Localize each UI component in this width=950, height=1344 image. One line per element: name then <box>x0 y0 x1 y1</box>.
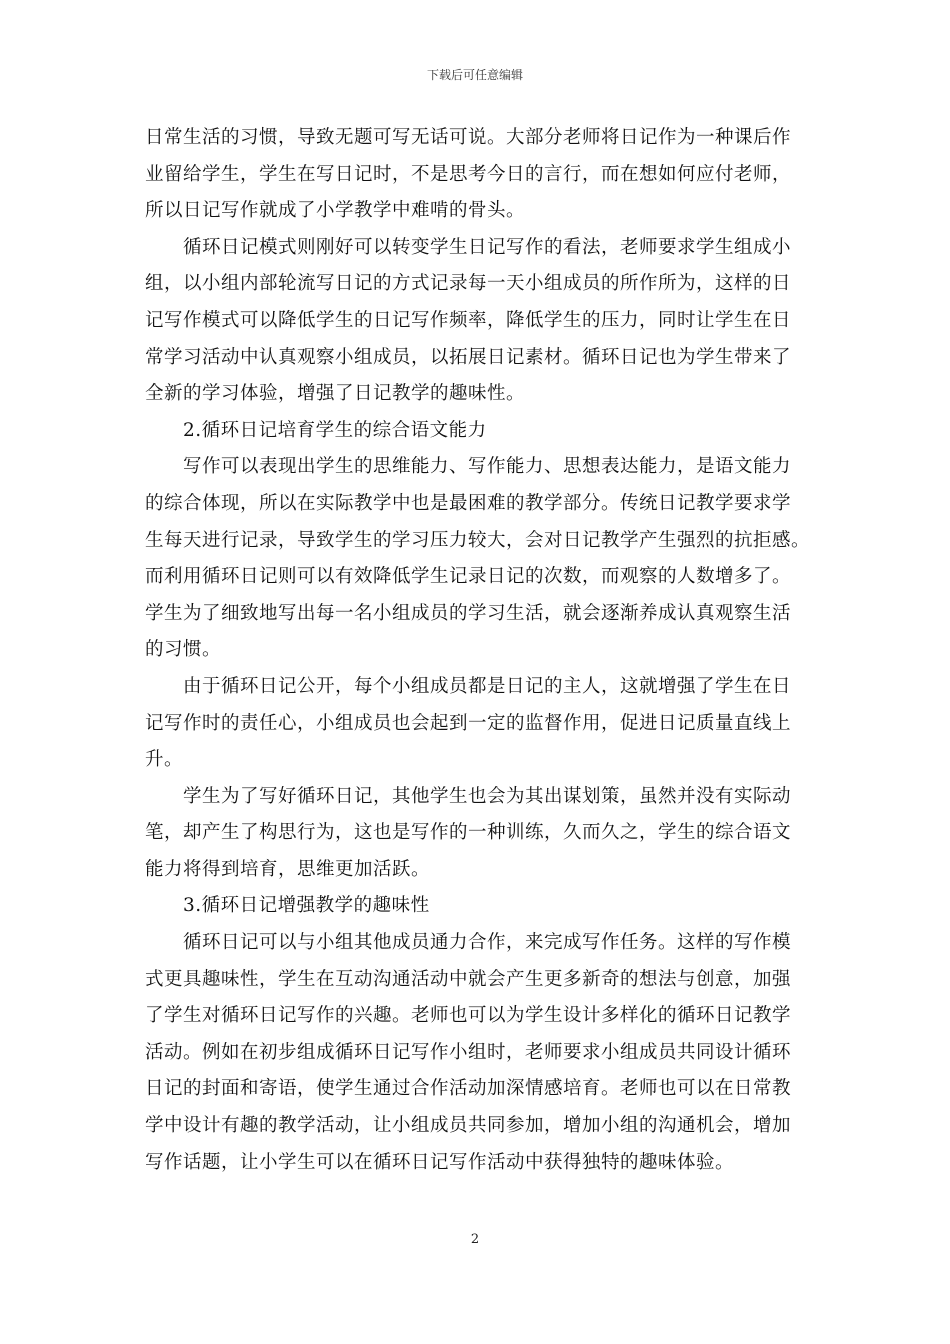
text-line: 全新的学习体验，增强了日记教学的趣味性。 <box>145 383 526 405</box>
text-line: 生每天进行记录，导致学生的学习压力较大，会对日记教学产生强烈的抗拒感。 <box>145 529 811 551</box>
text-line: 学生为了细致地写出每一名小组成员的学习生活，就会逐渐养成认真观察生活 <box>145 602 792 624</box>
text-line: 2.循环日记培育学生的综合语文能力 <box>183 419 487 441</box>
text-line: 了学生对循环日记写作的兴趣。老师也可以为学生设计多样化的循环日记教学 <box>145 1005 792 1027</box>
text-line: 写作可以表现出学生的思维能力、写作能力、思想表达能力，是语文能力 <box>183 456 792 478</box>
text-line: 业留给学生，学生在写日记时，不是思考今日的言行，而在想如何应付老师， <box>145 163 792 185</box>
text-line: 活动。例如在初步组成循环日记写作小组时，老师要求小组成员共同设计循环 <box>145 1041 792 1063</box>
document-body <box>145 120 810 1181</box>
text-line: 记写作时的责任心，小组成员也会起到一定的监督作用，促进日记质量直线上 <box>145 712 792 734</box>
text-line: 由于循环日记公开，每个小组成员都是日记的主人，这就增强了学生在日 <box>183 675 792 697</box>
text-line: 记写作模式可以降低学生的日记写作频率，降低学生的压力，同时让学生在日 <box>145 309 792 331</box>
text-line: 循环日记可以与小组其他成员通力合作，来完成写作任务。这样的写作模 <box>183 932 792 954</box>
text-line: 日记的封面和寄语，使学生通过合作活动加深情感培育。老师也可以在日常教 <box>145 1078 792 1100</box>
text-line: 常学习活动中认真观察小组成员，以拓展日记素材。循环日记也为学生带来了 <box>145 346 792 368</box>
text-line: 组，以小组内部轮流写日记的方式记录每一天小组成员的所作所为，这样的日 <box>145 273 792 295</box>
text-line: 所以日记写作就成了小学教学中难啃的骨头。 <box>145 200 526 222</box>
text-line: 学中设计有趣的教学活动，让小组成员共同参加，增加小组的沟通机会，增加 <box>145 1115 792 1137</box>
page-header: 下载后可任意编辑 <box>426 68 523 82</box>
text-line: 的综合体现，所以在实际教学中也是最困难的教学部分。传统日记教学要求学 <box>145 492 792 514</box>
text-line: 升。 <box>145 749 184 771</box>
text-line: 循环日记模式则刚好可以转变学生日记写作的看法，老师要求学生组成小 <box>183 236 792 258</box>
text-line: 学生为了写好循环日记，其他学生也会为其出谋划策，虽然并没有实际动 <box>183 785 792 807</box>
text-line: 的习惯。 <box>145 639 222 661</box>
text-line: 写作话题，让小学生可以在循环日记写作活动中获得独特的趣味体验。 <box>145 1151 735 1173</box>
text-line: 日常生活的习惯，导致无题可写无话可说。大部分老师将日记作为一种课后作 <box>145 127 792 148</box>
text-line: 3.循环日记增强教学的趣味性 <box>183 895 430 917</box>
text-line: 而利用循环日记则可以有效降低学生记录日记的次数，而观察的人数增多了。 <box>145 566 792 588</box>
page-number: 2 <box>470 1232 480 1247</box>
text-line: 笔，却产生了构思行为，这也是写作的一种训练，久而久之，学生的综合语文 <box>145 822 792 844</box>
text-line: 能力将得到培育，思维更加活跃。 <box>145 858 431 880</box>
text-line: 式更具趣味性，学生在互动沟通活动中就会产生更多新奇的想法与创意，加强 <box>145 968 792 990</box>
